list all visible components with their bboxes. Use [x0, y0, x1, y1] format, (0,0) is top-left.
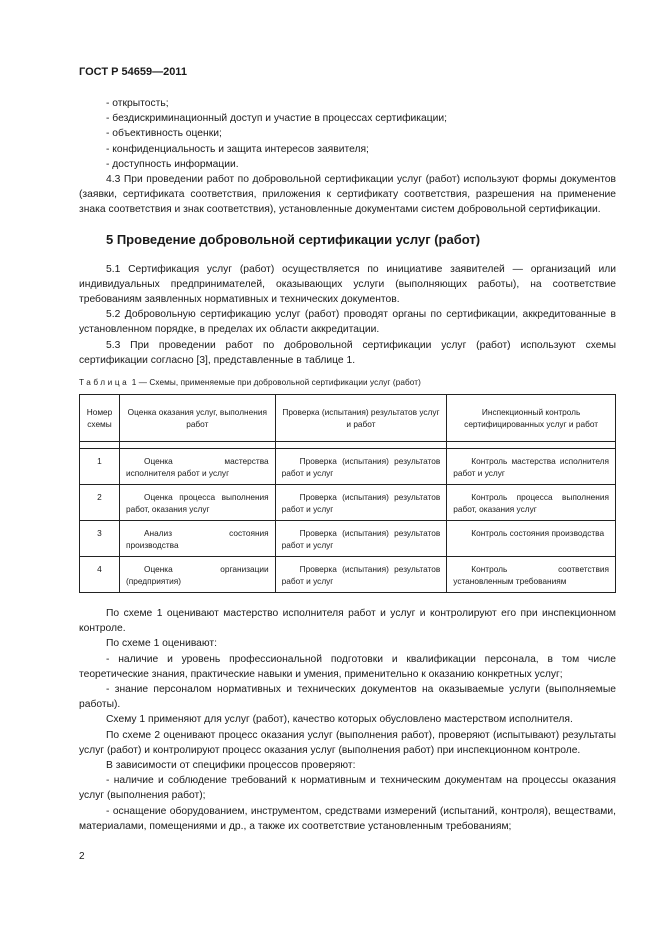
after-table-text — [79, 606, 616, 834]
table-cell: Проверка (испытания) результатов работ и услуг — [275, 449, 447, 485]
table-row — [80, 521, 616, 557]
paragraph: В зависимости от специфики процессов проверяют: — [106, 760, 356, 772]
list-item: - наличие и уровень профессиональной подготовки и квалификации персонала, в том числе теоретические знания, практические навыки и умения, применительно к оказанию конкретных услуг; — [79, 653, 616, 680]
table-header-cell: Проверка (испытания) результатов услуг и работ — [275, 395, 447, 442]
list-item: - объективность оценки; — [106, 128, 222, 140]
schemes-table — [79, 394, 616, 593]
table-cell: Контроль состояния производства — [447, 521, 616, 557]
page-number: 2 — [79, 851, 85, 862]
table-header-cell: Номер схемы — [80, 395, 120, 442]
table-caption-text: 1 — Схемы, применяемые при добровольной сертификации услуг (работ) — [131, 378, 421, 388]
table-cell: Проверка (испытания) результатов работ и услуг — [275, 557, 447, 593]
scheme-number: 4 — [80, 557, 120, 593]
table-caption — [79, 377, 616, 389]
table-row — [80, 449, 616, 485]
table-row — [80, 485, 616, 521]
table-cell: Оценка мастерства исполнителя работ и услуг — [119, 449, 275, 485]
list-item: - доступность информации. — [106, 158, 239, 170]
table-cell: Анализ состояния производства — [119, 521, 275, 557]
paragraph-5-3: 5.3 При проведении работ по добровольной сертификации услуг (работ) используют схемы сертификации согласно [3], представленные в таблице 1. — [79, 339, 616, 366]
paragraph-5-2: 5.2 Добровольную сертификацию услуг (работ) проводят органы по сертификации, аккредитованные в установленном порядке, в пределах их области аккредитации. — [79, 309, 616, 336]
table-header-cell: Оценка оказания услуг, выполнения работ — [119, 395, 275, 442]
list-item: - открытость; — [106, 98, 169, 109]
paragraph: По схеме 1 оценивают мастерство исполнителя работ и услуг и контролируют его при инспекционном контроле. — [79, 608, 616, 635]
table-cell: Оценка организации (предприятия) — [119, 557, 275, 593]
table-cell: Проверка (испытания) результатов работ и услуг — [275, 485, 447, 521]
page-content — [79, 96, 616, 834]
table-header-row — [80, 395, 616, 442]
paragraph-4-3: 4.3 При проведении работ по добровольной сертификации услуг (работ) используют формы документов (заявки, сертификата соответствия, приложения к сертификату соответствия, разрешения на применение знака соответствия и знак соответствия), установленные документами систем добровольной сертификации. — [79, 174, 616, 216]
table-cell: Оценка процесса выполнения работ, оказания услуг — [119, 485, 275, 521]
paragraph: По схеме 2 оценивают процесс оказания услуг (выполнения работ), проверяют (испытывают) результаты услуг (работ) и контролируют процесс оказания услуг (выполнения работ) при инспекционном контроле. — [79, 729, 616, 756]
table-spacer-row — [80, 442, 616, 449]
section-title: 5 Проведение добровольной сертификации услуг (работ) — [106, 231, 481, 247]
list-item: - оснащение оборудованием, инструментом, средствами измерений (испытаний, контроля), веществами, материалами, помещениями и др., а также их соответствие установленным требованиям; — [79, 805, 616, 832]
list-item: - наличие и соблюдение требований к нормативным и техническим документам на процессы оказания услуг (выполнения работ); — [79, 775, 616, 802]
paragraph: По схеме 1 оценивают: — [106, 638, 217, 650]
standard-header: ГОСТ Р 54659—2011 — [79, 66, 187, 78]
table-cell: Контроль соответствия установленным требованиям — [447, 557, 616, 593]
list-item: - бездискриминационный доступ и участие в процессах сертификации; — [106, 113, 448, 125]
table-caption-prefix: Таблица — [79, 378, 130, 388]
table-row — [80, 557, 616, 593]
list-item: - конфиденциальность и защита интересов заявителя; — [106, 143, 369, 155]
paragraph: Схему 1 применяют для услуг (работ), качество которых обусловлено мастерством исполнителя. — [106, 714, 573, 726]
scheme-number: 1 — [80, 449, 120, 485]
paragraph-5-1: 5.1 Сертификация услуг (работ) осуществляется по инициативе заявителей — организаций или индивидуальных предпринимателей, оказывающих услуги (выполняющих работы), на соответствие требованиям заявленных нормативных и технических документов. — [79, 263, 616, 306]
scheme-number: 3 — [80, 521, 120, 557]
table-cell: Контроль мастерства исполнителя работ и услуг — [447, 449, 616, 485]
table-cell: Контроль процесса выполнения работ, оказания услуг — [447, 485, 616, 521]
table-header-cell: Инспекционный контроль сертифицированных услуг и работ — [447, 395, 616, 442]
scheme-number: 2 — [80, 485, 120, 521]
list-item: - знание персоналом нормативных и технических документов на оказываемые услуги (выполняемые работы). — [79, 684, 616, 711]
table-cell: Проверка (испытания) результатов работ и услуг — [275, 521, 447, 557]
